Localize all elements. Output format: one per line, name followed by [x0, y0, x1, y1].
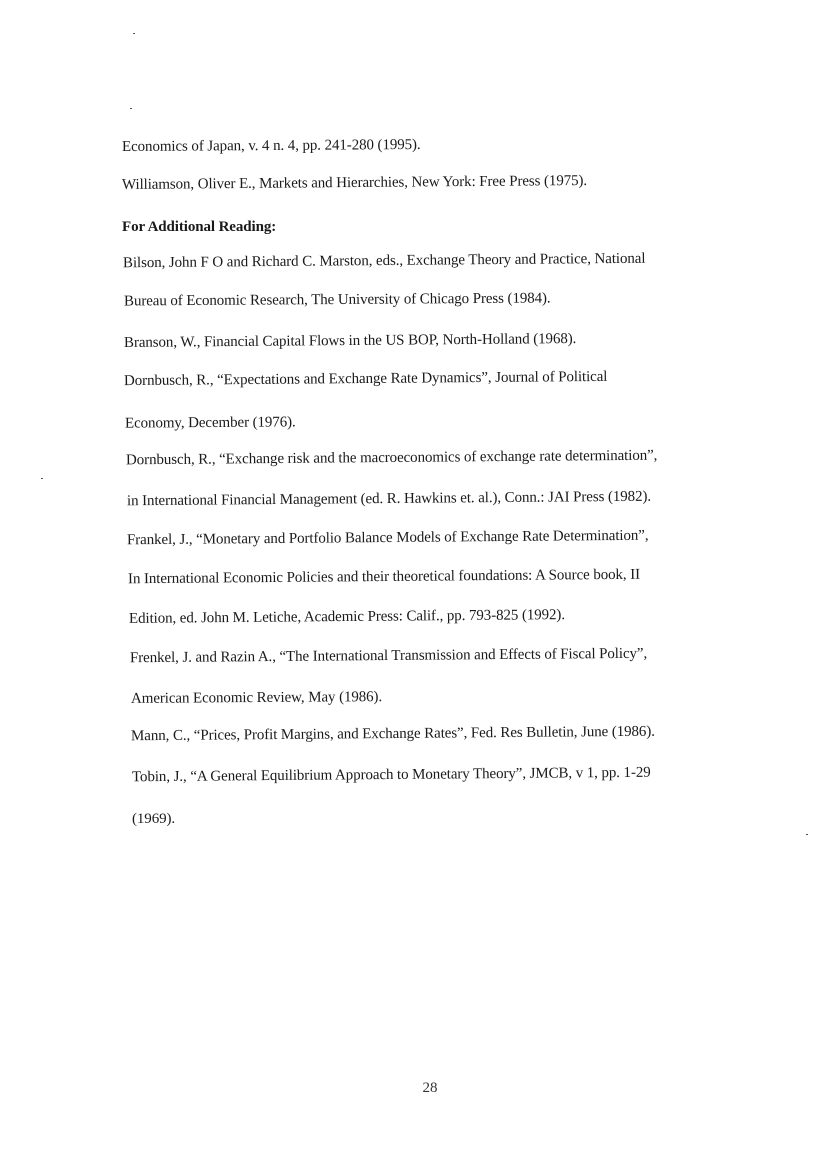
reference-line: Williamson, Oliver E., Markets and Hierarchies, New York: Free Press (1975). [121, 172, 588, 194]
reference-line: Bilson, John F O and Richard C. Marston, eds., Exchange Theory and Practice, National [122, 250, 646, 272]
page-number: 28 [422, 1080, 438, 1096]
section-heading: For Additional Reading: [122, 219, 277, 235]
reference-line: Dornbusch, R., “Expectations and Exchange Rate Dynamics”, Journal of Political [123, 368, 608, 390]
reference-line: Branson, W., Financial Capital Flows in the US BOP, North-Holland (1968). [123, 331, 577, 351]
reference-line: Frankel, J., “Monetary and Portfolio Balance Models of Exchange Rate Determination”, [126, 527, 649, 549]
reference-line: (1969). [132, 811, 176, 827]
reference-line: in International Financial Management (ed. R. Hawkins et. al.), Conn.: JAI Press (1982). [126, 488, 652, 510]
reference-line: Edition, ed. John M. Letiche, Academic Press: Calif., pp. 793-825 (1992). [128, 607, 566, 627]
scan-speck [133, 33, 135, 34]
scan-speck [41, 478, 43, 479]
reference-line: Mann, C., “Prices, Profit Margins, and Exchange Rates”, Fed. Res Bulletin, June (1986). [130, 723, 655, 745]
scan-speck [130, 108, 132, 109]
reference-line: Economics of Japan, v. 4 n. 4, pp. 241-280 (1995). [121, 136, 421, 156]
scan-speck [806, 834, 808, 835]
reference-line: Dornbusch, R., “Exchange risk and the macroeconomics of exchange rate determination”, [125, 447, 658, 469]
reference-line: In International Economic Policies and their theoretical foundations: A Source book, II [127, 566, 641, 588]
reference-line: Economy, December (1976). [124, 414, 296, 432]
reference-line: Bureau of Economic Research, The University of Chicago Press (1984). [123, 290, 551, 310]
reference-line: Frenkel, J. and Razin A., “The International Transmission and Effects of Fiscal Policy”, [129, 645, 648, 667]
reference-line: American Economic Review, May (1986). [130, 689, 383, 707]
reference-line: Tobin, J., “A General Equilibrium Approach to Monetary Theory”, JMCB, v 1, pp. 1-29 [131, 764, 651, 786]
